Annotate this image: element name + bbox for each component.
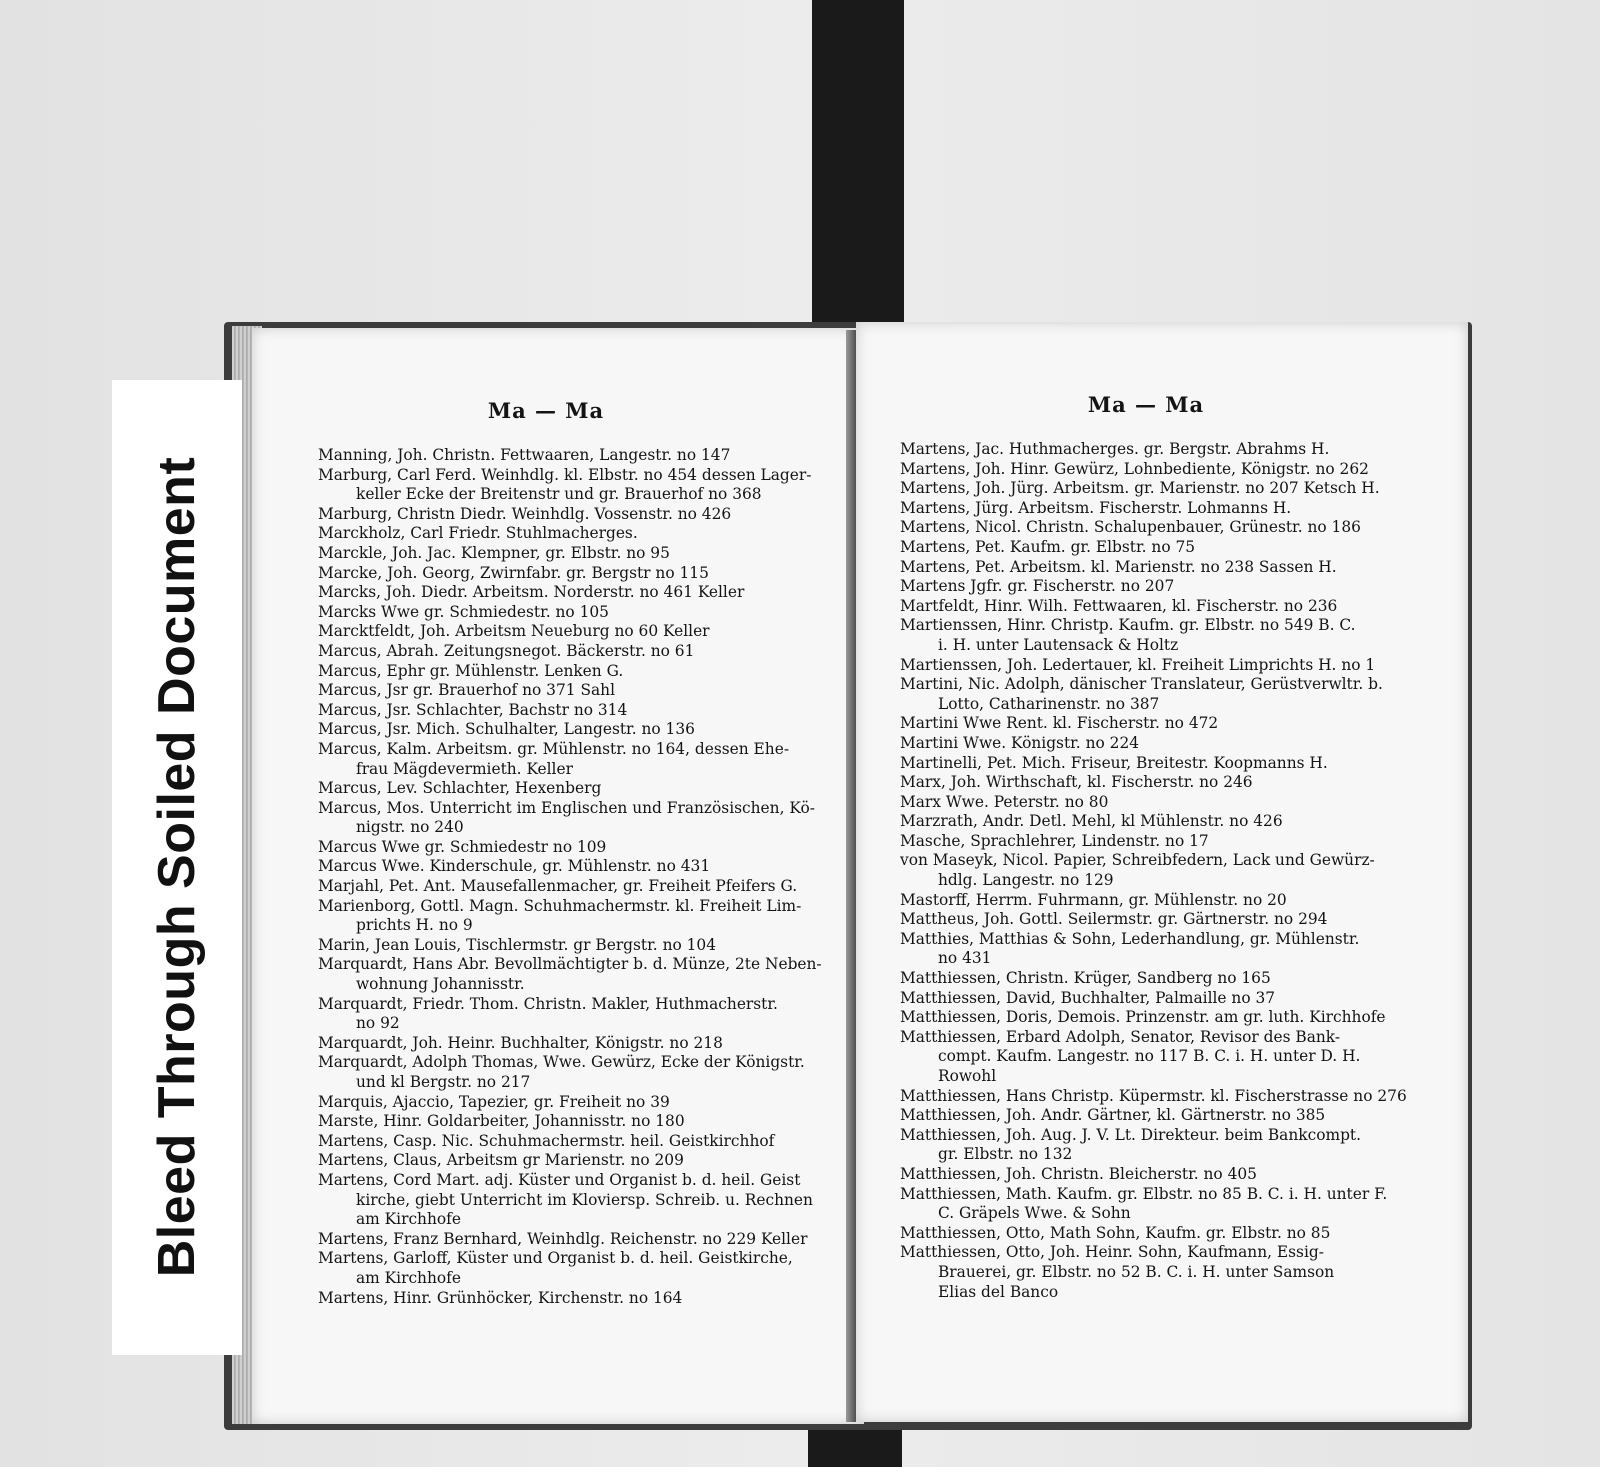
directory-entry bbox=[318, 1151, 822, 1171]
directory-entry bbox=[900, 1224, 1407, 1244]
directory-entry bbox=[318, 662, 822, 682]
entry-line: Marste, Hinr. Goldarbeiter, Johannisstr. no 180 bbox=[318, 1112, 685, 1131]
right-page-entries bbox=[900, 440, 1407, 1302]
entry-line: Marcus, Jsr. Schlachter, Bachstr no 314 bbox=[318, 700, 628, 719]
entry-continuation-line: wohnung Johannisstr. bbox=[356, 975, 525, 994]
entry-line: Martens, Jac. Huthmacherges. gr. Bergstr. Abrahms H. bbox=[900, 440, 1330, 458]
directory-entry bbox=[318, 701, 822, 721]
left-page-header: Ma — Ma bbox=[487, 398, 605, 423]
entry-line: Marjahl, Pet. Ant. Mausefallenmacher, gr. Freiheit Pfeifers G. bbox=[318, 877, 798, 896]
entry-line: Marcks Wwe gr. Schmiedestr. no 105 bbox=[318, 602, 609, 621]
entry-line: Marcus Wwe. Kinderschule, gr. Mühlenstr. no 431 bbox=[318, 857, 711, 876]
entry-line: Martinelli, Pet. Mich. Friseur, Breitestr. Koopmanns H. bbox=[900, 753, 1328, 772]
entry-line: Marburg, Carl Ferd. Weinhdlg. kl. Elbstr. no 454 dessen Lager- bbox=[318, 465, 812, 484]
entry-line: Marx, Joh. Wirthschaft, kl. Fischerstr. no 246 bbox=[900, 773, 1253, 792]
entry-line: Mattheus, Joh. Gottl. Seilermstr. gr. Gärtnerstr. no 294 bbox=[900, 910, 1328, 929]
directory-entry bbox=[900, 499, 1407, 519]
directory-entry bbox=[318, 779, 822, 799]
directory-entry bbox=[900, 597, 1407, 617]
directory-entry bbox=[900, 832, 1407, 852]
directory-entry bbox=[318, 799, 822, 838]
entry-continuation-line: Rowohl bbox=[938, 1067, 997, 1085]
directory-entry bbox=[900, 793, 1407, 813]
entry-continuation-line: i. H. unter Lautensack & Holtz bbox=[938, 635, 1179, 654]
entry-line: Marin, Jean Louis, Tischlermstr. gr Bergstr. no 104 bbox=[318, 935, 717, 954]
directory-entry bbox=[318, 936, 822, 956]
entry-continuation-line: keller Ecke der Breitenstr und gr. Brauerhof no 368 bbox=[356, 485, 762, 504]
binding-strap-top bbox=[812, 0, 904, 340]
entry-line: Martens, Nicol. Christn. Schalupenbauer, Grünestr. no 186 bbox=[900, 518, 1361, 537]
directory-entry bbox=[318, 877, 822, 897]
directory-entry bbox=[900, 538, 1407, 558]
entry-line: Martens, Garloff, Küster und Organist b. d. heil. Geistkirche, bbox=[318, 1249, 793, 1268]
directory-entry bbox=[900, 714, 1407, 734]
directory-entry bbox=[318, 955, 822, 994]
entry-line: Marcks, Joh. Diedr. Arbeitsm. Norderstr. no 461 Keller bbox=[318, 583, 745, 602]
directory-entry bbox=[318, 466, 822, 505]
entry-line: Marcus, Jsr. Mich. Schulhalter, Langestr. no 136 bbox=[318, 720, 695, 739]
entry-line: Martens, Franz Bernhard, Weinhdlg. Reichenstr. no 229 Keller bbox=[318, 1229, 808, 1248]
entry-line: Matthiessen, David, Buchhalter, Palmaille no 37 bbox=[900, 988, 1276, 1007]
directory-entry bbox=[900, 1165, 1407, 1185]
entry-line: Martens, Joh. Jürg. Arbeitsm. gr. Marienstr. no 207 Ketsch H. bbox=[900, 479, 1380, 498]
entry-line: Matthiessen, Joh. Aug. J. V. Lt. Direkteur. beim Bankcompt. bbox=[900, 1125, 1362, 1144]
directory-entry bbox=[900, 734, 1407, 754]
directory-entry bbox=[900, 440, 1407, 460]
directory-entry bbox=[318, 1289, 822, 1309]
entry-continuation-line: am Kirchhofe bbox=[356, 1210, 461, 1229]
directory-entry bbox=[900, 989, 1407, 1009]
entry-line: Marcus, Lev. Schlachter, Hexenberg bbox=[318, 779, 602, 798]
left-page-entries bbox=[318, 446, 822, 1308]
left-page bbox=[252, 328, 864, 1424]
directory-entry bbox=[318, 583, 822, 603]
entry-line: Martens, Hinr. Grünhöcker, Kirchenstr. no 164 bbox=[318, 1288, 683, 1307]
entry-line: Martens Jgfr. gr. Fischerstr. no 207 bbox=[900, 577, 1175, 596]
directory-entry bbox=[318, 720, 822, 740]
directory-entry bbox=[318, 1230, 822, 1250]
directory-entry bbox=[900, 773, 1407, 793]
entry-line: Matthies, Matthias & Sohn, Lederhandlung, gr. Mühlenstr. bbox=[900, 929, 1360, 948]
directory-entry bbox=[318, 603, 822, 623]
entry-line: Mastorff, Herrm. Fuhrmann, gr. Mühlenstr. no 20 bbox=[900, 890, 1287, 909]
directory-entry bbox=[318, 1093, 822, 1113]
directory-entry bbox=[900, 812, 1407, 832]
entry-line: Marquardt, Adolph Thomas, Wwe. Gewürz, Ecke der Königstr. bbox=[318, 1053, 805, 1072]
entry-continuation-line: compt. Kaufm. Langestr. no 117 B. C. i. H. unter D. H. bbox=[938, 1047, 1361, 1066]
entry-line: Marquardt, Friedr. Thom. Christn. Makler, Huthmacherstr. bbox=[318, 994, 778, 1013]
entry-line: Matthiessen, Joh. Christn. Bleicherstr. no 405 bbox=[900, 1164, 1257, 1183]
right-page bbox=[856, 322, 1468, 1422]
directory-entry bbox=[318, 1053, 822, 1092]
entry-line: Matthiessen, Christn. Krüger, Sandberg no 165 bbox=[900, 969, 1271, 988]
directory-entry bbox=[900, 558, 1407, 578]
entry-line: Marx Wwe. Peterstr. no 80 bbox=[900, 792, 1109, 811]
directory-entry bbox=[318, 897, 822, 936]
entry-line: Martienssen, Joh. Ledertauer, kl. Freiheit Limprichts H. no 1 bbox=[900, 655, 1376, 674]
directory-entry bbox=[900, 479, 1407, 499]
entry-line: Martfeldt, Hinr. Wilh. Fettwaaren, kl. Fischerstr. no 236 bbox=[900, 596, 1338, 615]
directory-entry bbox=[900, 1243, 1407, 1302]
directory-entry bbox=[318, 1112, 822, 1132]
entry-line: Marzrath, Andr. Detl. Mehl, kl Mühlenstr. no 426 bbox=[900, 812, 1283, 831]
directory-entry bbox=[900, 577, 1407, 597]
entry-line: Marquardt, Joh. Heinr. Buchhalter, Königstr. no 218 bbox=[318, 1033, 723, 1052]
entry-continuation-line: gr. Elbstr. no 132 bbox=[938, 1145, 1073, 1164]
directory-entry bbox=[900, 1008, 1407, 1028]
directory-entry bbox=[900, 1028, 1407, 1087]
entry-continuation-line: am Kirchhofe bbox=[356, 1268, 461, 1287]
entry-line: Marckle, Joh. Jac. Klempner, gr. Elbstr. no 95 bbox=[318, 543, 670, 562]
entry-line: Matthiessen, Otto, Math Sohn, Kaufm. gr. Elbstr. no 85 bbox=[900, 1223, 1331, 1242]
entry-line: Marquis, Ajaccio, Tapezier, gr. Freiheit no 39 bbox=[318, 1092, 670, 1111]
directory-entry bbox=[318, 1132, 822, 1152]
entry-line: Martens, Joh. Hinr. Gewürz, Lohnbediente, Königstr. no 262 bbox=[900, 459, 1369, 478]
directory-entry bbox=[900, 910, 1407, 930]
entry-line: Marcus, Mos. Unterricht im Englischen und Französischen, Kö- bbox=[318, 798, 815, 817]
entry-line: Marcus Wwe gr. Schmiedestr no 109 bbox=[318, 837, 607, 856]
directory-entry bbox=[900, 969, 1407, 989]
entry-continuation-line: prichts H. no 9 bbox=[356, 916, 473, 935]
entry-line: Matthiessen, Math. Kaufm. gr. Elbstr. no 85 B. C. i. H. unter F. bbox=[900, 1184, 1388, 1203]
entry-line: Masche, Sprachlehrer, Lindenstr. no 17 bbox=[900, 831, 1209, 850]
directory-entry bbox=[900, 891, 1407, 911]
directory-entry bbox=[318, 564, 822, 584]
entry-continuation-line: Brauerei, gr. Elbstr. no 52 B. C. i. H. unter Samson bbox=[938, 1262, 1335, 1281]
directory-entry bbox=[318, 642, 822, 662]
entry-line: Martens, Casp. Nic. Schuhmachermstr. heil. Geistkirchhof bbox=[318, 1131, 775, 1150]
entry-line: Marcktfeldt, Joh. Arbeitsm Neueburg no 60 Keller bbox=[318, 622, 710, 641]
directory-entry bbox=[900, 656, 1407, 676]
entry-continuation-line: no 431 bbox=[938, 949, 992, 968]
entry-line: Marienborg, Gottl. Magn. Schuhmachermstr. kl. Freiheit Lim- bbox=[318, 896, 802, 915]
directory-entry bbox=[318, 995, 822, 1034]
entry-line: Martienssen, Hinr. Christp. Kaufm. gr. Elbstr. no 549 B. C. bbox=[900, 616, 1356, 635]
directory-entry bbox=[900, 1126, 1407, 1165]
directory-entry bbox=[900, 851, 1407, 890]
directory-entry bbox=[900, 616, 1407, 655]
entry-line: Marburg, Christn Diedr. Weinhdlg. Vossenstr. no 426 bbox=[318, 504, 732, 523]
entry-line: Martini Wwe Rent. kl. Fischerstr. no 472 bbox=[900, 714, 1219, 733]
directory-entry bbox=[318, 857, 822, 877]
entry-line: Martens, Cord Mart. adj. Küster und Organist b. d. heil. Geist bbox=[318, 1170, 801, 1189]
entry-line: Manning, Joh. Christn. Fettwaaren, Langestr. no 147 bbox=[318, 446, 731, 464]
directory-entry bbox=[318, 446, 822, 466]
directory-entry bbox=[318, 681, 822, 701]
entry-continuation-line: nigstr. no 240 bbox=[356, 818, 464, 837]
entry-line: Matthiessen, Hans Christp. Küpermstr. kl. Fischerstrasse no 276 bbox=[900, 1086, 1407, 1105]
entry-continuation-line: kirche, giebt Unterricht im Kloviersp. Schreib. u. Rechnen bbox=[356, 1190, 813, 1209]
side-label-text: Bleed Through Soiled Document bbox=[148, 456, 206, 1278]
entry-continuation-line: hdlg. Langestr. no 129 bbox=[938, 871, 1114, 890]
entry-line: Matthiessen, Joh. Andr. Gärtner, kl. Gärtnerstr. no 385 bbox=[900, 1106, 1326, 1125]
directory-entry bbox=[318, 622, 822, 642]
directory-entry bbox=[318, 740, 822, 779]
entry-continuation-line: C. Gräpels Wwe. & Sohn bbox=[938, 1204, 1131, 1223]
entry-line: Marcus, Abrah. Zeitungsnegot. Bäckerstr. no 61 bbox=[318, 641, 695, 660]
entry-line: Martens, Pet. Arbeitsm. kl. Marienstr. no 238 Sassen H. bbox=[900, 557, 1337, 576]
entry-continuation-line: Lotto, Catharinenstr. no 387 bbox=[938, 694, 1160, 713]
entry-continuation-line: no 92 bbox=[356, 1014, 400, 1033]
entry-continuation-line: und kl Bergstr. no 217 bbox=[356, 1073, 531, 1091]
entry-continuation-line: Elias del Banco bbox=[938, 1282, 1059, 1301]
directory-entry bbox=[318, 524, 822, 544]
entry-line: Martens, Pet. Kaufm. gr. Elbstr. no 75 bbox=[900, 537, 1196, 556]
directory-entry bbox=[318, 544, 822, 564]
entry-continuation-line: frau Mägdevermieth. Keller bbox=[356, 759, 573, 778]
entry-line: Marquardt, Hans Abr. Bevollmächtigter b. d. Münze, 2te Neben- bbox=[318, 955, 822, 974]
directory-entry bbox=[900, 460, 1407, 480]
directory-entry bbox=[900, 930, 1407, 969]
right-page-header: Ma — Ma bbox=[1087, 392, 1205, 417]
entry-line: Martens, Claus, Arbeitsm gr Marienstr. no 209 bbox=[318, 1151, 684, 1170]
directory-entry bbox=[900, 675, 1407, 714]
entry-line: Matthiessen, Erbard Adolph, Senator, Revisor des Bank- bbox=[900, 1027, 1341, 1046]
entry-line: Marcke, Joh. Georg, Zwirnfabr. gr. Bergstr no 115 bbox=[318, 563, 709, 582]
entry-line: Marckholz, Carl Friedr. Stuhlmacherges. bbox=[318, 524, 638, 543]
directory-entry bbox=[900, 1185, 1407, 1224]
entry-line: von Maseyk, Nicol. Papier, Schreibfedern, Lack und Gewürz- bbox=[900, 851, 1375, 870]
directory-entry bbox=[900, 1106, 1407, 1126]
directory-entry bbox=[318, 1249, 822, 1288]
entry-line: Marcus, Ephr gr. Mühlenstr. Lenken G. bbox=[318, 661, 624, 680]
directory-entry bbox=[900, 754, 1407, 774]
entry-line: Martens, Jürg. Arbeitsm. Fischerstr. Lohmanns H. bbox=[900, 498, 1292, 517]
directory-entry bbox=[318, 505, 822, 525]
directory-entry bbox=[318, 1034, 822, 1054]
entry-line: Marcus, Jsr gr. Brauerhof no 371 Sahl bbox=[318, 681, 616, 700]
directory-entry bbox=[900, 518, 1407, 538]
entry-line: Matthiessen, Doris, Demois. Prinzenstr. am gr. luth. Kirchhofe bbox=[900, 1008, 1386, 1027]
entry-line: Marcus, Kalm. Arbeitsm. gr. Mühlenstr. no 164, dessen Ehe- bbox=[318, 739, 790, 758]
entry-line: Martini, Nic. Adolph, dänischer Translateur, Gerüstverwltr. b. bbox=[900, 675, 1383, 694]
entry-line: Martini Wwe. Königstr. no 224 bbox=[900, 733, 1140, 752]
directory-entry bbox=[318, 1171, 822, 1230]
directory-entry bbox=[900, 1087, 1407, 1107]
directory-entry bbox=[318, 838, 822, 858]
entry-line: Matthiessen, Otto, Joh. Heinr. Sohn, Kaufmann, Essig- bbox=[900, 1243, 1324, 1262]
